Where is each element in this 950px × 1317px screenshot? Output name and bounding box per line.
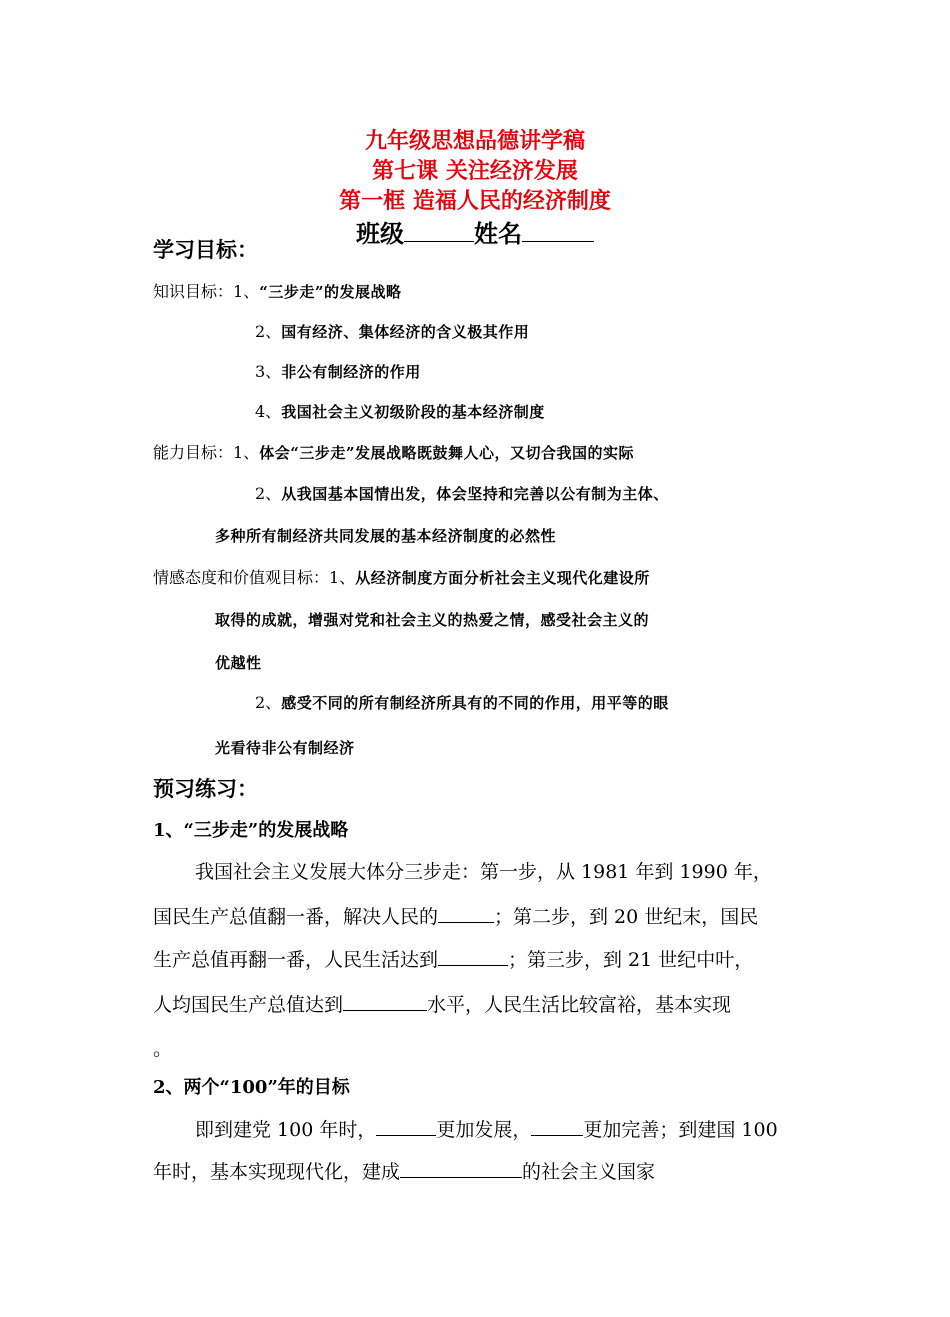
name-label: 姓名 [474, 219, 522, 249]
class-name-line [0, 216, 950, 251]
blank-3 [343, 990, 427, 1011]
q2-line-1: 即到建党 100 年时， 更加发展， 更加完善；到建国 100 [195, 1115, 778, 1142]
ability-label: 能力目标： [153, 443, 234, 462]
section-title: 第一框 造福人民的经济制度 [339, 188, 611, 214]
knowledge-item-3: 3、非公有制经济的作用 [255, 362, 421, 381]
blank-5 [531, 1115, 583, 1136]
blank-4 [376, 1115, 436, 1136]
q1-line-1: 我国社会主义发展大体分三步走：第一步，从 1981 年到 1990 年， [195, 861, 772, 883]
lesson-title: 第七课 关注经济发展 [372, 158, 578, 184]
knowledge-item-2: 2、国有经济、集体经济的含义极其作用 [255, 322, 530, 341]
doc-title: 九年级思想品德讲学稿 [364, 128, 585, 154]
name-blank [522, 216, 594, 242]
emotion-item-2-cont: 光看待非公有制经济 [215, 739, 355, 757]
knowledge-item-4: 4、我国社会主义初级阶段的基本经济制度 [255, 402, 545, 421]
ability-item-2-cont: 多种所有制经济共同发展的基本经济制度的必然性 [215, 527, 557, 545]
emotion-item-2: 2、感受不同的所有制经济所具有的不同的作用，用平等的眼 [255, 693, 669, 712]
preview-heading: 预习练习： [153, 776, 258, 801]
class-label: 班级 [356, 219, 404, 249]
knowledge-item-1: 知识目标：1、“三步走”的发展战略 [153, 282, 402, 301]
objectives-heading: 学习目标： [153, 237, 258, 262]
ability-item-1: 能力目标：1、体会“三步走”发展战略既鼓舞人心，又切合我国的实际 [153, 443, 634, 462]
class-blank [404, 216, 474, 242]
q1-line-3: 生产总值再翻一番，人民生活达到 ；第三步，到 21 世纪中叶， [153, 945, 753, 972]
emotion-item-1-cont: 取得的成就，增强对党和社会主义的热爱之情，感受社会主义的 [215, 611, 650, 629]
q1-line-2: 国民生产总值翻一番，解决人民的 ；第二步，到 20 世纪末，国民 [153, 902, 758, 929]
knowledge-label: 知识目标： [153, 282, 234, 301]
blank-6 [400, 1157, 522, 1178]
q1-line-5: 。 [153, 1038, 173, 1060]
question-1-title: 1、“三步走”的发展战略 [153, 820, 349, 841]
blank-1 [438, 902, 494, 923]
q2-line-2: 年时，基本实现现代化，建成 的社会主义国家 [153, 1157, 655, 1184]
title-block [0, 126, 950, 251]
q1-line-4: 人均国民生产总值达到 水平，人民生活比较富裕，基本实现 [153, 990, 731, 1017]
question-2-title: 2、两个“100”年的目标 [153, 1077, 350, 1098]
emotion-label: 情感态度和价值观目标： [153, 568, 330, 587]
blank-2 [438, 945, 508, 966]
emotion-item-1: 情感态度和价值观目标：1、从经济制度方面分析社会主义现代化建设所 [153, 568, 650, 587]
emotion-item-1-cont2: 优越性 [215, 654, 262, 672]
ability-item-2: 2、从我国基本国情出发，体会坚持和完善以公有制为主体、 [255, 484, 669, 503]
